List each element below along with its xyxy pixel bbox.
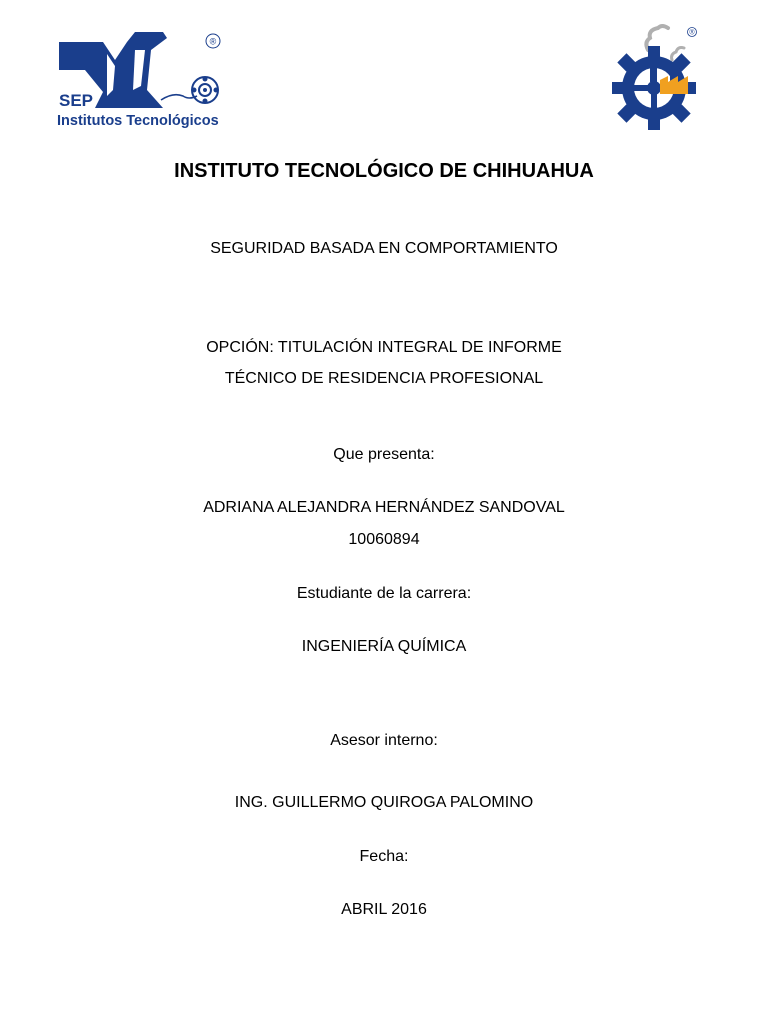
- advisor-name: ING. GUILLERMO QUIROGA PALOMINO: [234, 794, 534, 811]
- date-label: Fecha:: [359, 848, 409, 865]
- option-line-2: TÉCNICO DE RESIDENCIA PROFESIONAL: [224, 370, 544, 387]
- sep-subtitle: Institutos Tecnológicos: [57, 113, 219, 129]
- gear-factory-icon: [608, 20, 700, 134]
- sep-emblem-icon: [55, 30, 225, 130]
- career-name: INGENIERÍA QUÍMICA: [301, 638, 467, 655]
- presented-by-label: Que presenta:: [333, 446, 435, 463]
- student-id: 10060894: [348, 531, 420, 548]
- sep-logo: [55, 30, 225, 130]
- sep-registered-mark: ®: [209, 36, 217, 47]
- career-label: Estudiante de la carrera:: [296, 585, 472, 602]
- itc-logo: [608, 20, 700, 134]
- date-value: ABRIL 2016: [341, 901, 427, 918]
- advisor-label: Asesor interno:: [330, 732, 438, 749]
- option-line-1: OPCIÓN: TITULACIÓN INTEGRAL DE INFORME: [206, 339, 562, 356]
- project-title: SEGURIDAD BASADA EN COMPORTAMIENTO: [210, 240, 558, 257]
- institution-title: INSTITUTO TECNOLÓGICO DE CHIHUAHUA: [174, 160, 594, 182]
- student-name: ADRIANA ALEJANDRA HERNÁNDEZ SANDOVAL: [203, 499, 565, 516]
- itc-registered-mark: ®: [689, 29, 695, 37]
- sep-wordmark: SEP: [59, 91, 94, 110]
